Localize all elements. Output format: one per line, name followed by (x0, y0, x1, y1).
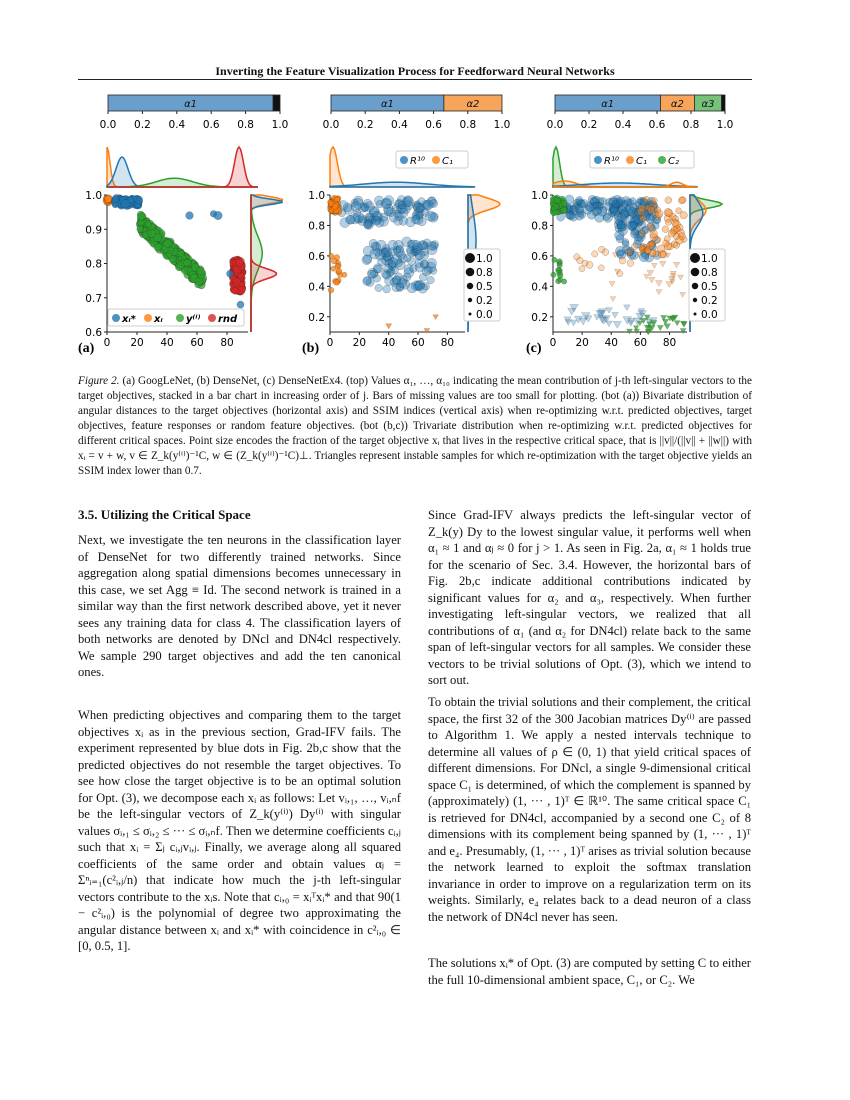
legend-marker (432, 156, 440, 164)
legend-label: C₁ (636, 156, 647, 167)
scatter-point (375, 251, 385, 261)
scatter-point (622, 241, 629, 248)
x-tick-label: 60 (190, 337, 204, 349)
scatter-point (655, 210, 663, 218)
legend (108, 309, 244, 326)
scatter-point (619, 257, 626, 264)
scatter-point (551, 272, 556, 277)
bar-tick-label: 1.0 (716, 119, 734, 131)
legend-marker (594, 156, 602, 164)
scatter-point (578, 201, 585, 208)
scatter-triangle (610, 297, 616, 302)
scatter-point (427, 241, 436, 250)
scatter-triangle (570, 320, 577, 326)
size-legend-label: 0.0 (701, 309, 718, 321)
scatter-point (396, 283, 404, 291)
scatter-point (554, 203, 560, 209)
scatter-point (169, 255, 176, 262)
scatter-point (383, 285, 391, 293)
scatter-point (331, 266, 336, 271)
bar-tick-label: 0.2 (134, 119, 151, 131)
y-tick-label: 0.6 (308, 250, 325, 263)
alpha-bar-label: α1 (184, 99, 198, 110)
scatter-point (232, 287, 239, 294)
figure-caption (78, 374, 752, 479)
scatter-point (658, 251, 665, 258)
alpha-bar-segment (273, 95, 280, 111)
y-tick-label: 0.8 (308, 220, 325, 233)
scatter-point (164, 239, 172, 247)
size-legend-marker (465, 253, 475, 263)
scatter-triangle (673, 262, 679, 267)
scatter-point (552, 257, 557, 262)
scatter-point (214, 211, 222, 219)
scatter-point (561, 207, 568, 214)
panel-label: (a) (78, 341, 95, 356)
scatter-triangle (424, 328, 430, 333)
scatter-triangle (664, 324, 671, 330)
scatter-point (336, 268, 342, 274)
right-paragraph-3: The solutions xᵢ* of Opt. (3) are computed by setting C to either the full 10-dimensional ambient space, C₁, or C₂. We (428, 956, 751, 987)
scatter-triangle (680, 328, 686, 333)
scatter-point (393, 276, 401, 284)
scatter-point (237, 301, 244, 308)
marginal-kde-y (251, 195, 276, 332)
scatter-point (363, 277, 371, 285)
scatter-triangle (678, 275, 684, 280)
bar-tick-label: 0.2 (580, 119, 598, 131)
scatter-point (388, 258, 398, 268)
scatter-point (617, 221, 625, 229)
scatter-triangle (651, 263, 657, 268)
caption-text: (a) GoogLeNet, (b) DenseNet, (c) DenseNetEx4. (top) Values α₁, …, α₁₀ indicating the mean contribution of j-th left-singular vectors to the target objectives, stacked in a bar chart in increasing order of j. Bars of missing values are too small for plotting. (bot (a)) Bivariate distribution of angular distances to the target objectives (horizontal axis) and SSIM indices (vertical axis) when re-optimizing w.r.t. predicted objectives, target objectives, feature responses or random feature objectives. (bot (b,c)) Trivariate distribution when re-optimizing w.r.t. predicted objectives for different critical spaces. Point size encodes the fraction of the target objective xᵢ that lives in the respective critical space, that is ||v||/(||v|| + ||w||) with xᵢ = v + w, v ∈ Z_k(y⁽ⁱ⁾)⁻¹C, w ∈ (Z_k(y⁽ⁱ⁾)⁻¹C)⊥. Triangles represent instable samples for which re-optimization with the target objective yields an SSIM index lower than 0.7. (78, 375, 752, 477)
x-tick-label: 60 (411, 337, 425, 349)
scatter-point (147, 229, 156, 238)
x-tick-label: 0 (103, 337, 111, 349)
bar-tick-label: 0.4 (168, 119, 186, 131)
scatter-point (651, 198, 657, 204)
section-heading: 3.5. Utilizing the Critical Space (78, 507, 251, 522)
alpha-bar-label: α2 (670, 99, 684, 110)
alpha-bar-label: α1 (380, 99, 394, 110)
x-tick-label: 40 (604, 337, 618, 349)
size-legend-label: 1.0 (701, 253, 718, 265)
y-tick-label: 0.4 (308, 281, 325, 294)
scatter-triangle (606, 308, 613, 314)
bar-tick-label: 0.0 (546, 119, 564, 131)
scatter-triangle (609, 282, 615, 287)
y-tick-label: 1.0 (85, 190, 102, 202)
right-paragraph-2: To obtain the trivial solutions and their complement, the critical space, the first 32 of the 300 Jacobian matrices Dy⁽ⁱ⁾ are passed to Algorithm 1. We apply a nested intervals technique to determine all values of ρ ∈ (0, 1) that yield critical spaces of different dimensions. For DNcl, a single 9-dimensional critical space C₁ is determined, of which the complement is spanned by (approximately) (1, ··· , 1)ᵀ ∈ ℝ¹⁰. The same critical space C₁ is retrieved for DN4cl, accompanied by a second one C₂ of 8 dimensions with its complement being spanned by (1, ··· , 1)ᵀ and e₄. Presumably, (1, ··· , 1)ᵀ arises as trivial solution because the network learned to exploit the softmax translation invariance in order to improve on a regularization term on its weights. Similarly, e₄ relates back to a dead neuron of a class the network of DN4cl never has seen. (428, 695, 751, 924)
scatter-point (328, 253, 334, 259)
legend-marker (208, 314, 216, 322)
size-legend-label: 0.2 (701, 295, 718, 307)
size-legend-label: 0.8 (701, 267, 718, 279)
legend-marker (144, 314, 152, 322)
scatter-triangle (613, 321, 621, 328)
x-tick-label: 40 (382, 337, 396, 349)
scatter-point (668, 230, 675, 237)
legend-marker (176, 314, 184, 322)
size-legend-marker (468, 298, 472, 302)
left-paragraph-2: When predicting objectives and comparing them to the target objectives xᵢ as in the previous section, Grad-IFV fails. The experiment represented by blue dots in Fig. 2b,c show that the predicted objectives do not resemble the target objectives. To see how close the target objective is to be an optimal solution for Opt. (3), we decompose each xᵢ as follows: Let vᵢ,₁, …, vᵢ,ₙf be the left-singular vectors of Z_k(y⁽ⁱ⁾) Dy⁽ⁱ⁾ with singular values σᵢ,₁ ≤ σᵢ,₂ ≤ ··· ≤ σᵢ,ₙf. Then we determine coefficients cᵢ,ⱼ such that xᵢ = Σⱼ cᵢ,ⱼvᵢ,ⱼ. Finally, we average along all squared coefficients of the same order and obtain values αⱼ = Σⁿᵢ₌₁(c²ᵢ,ⱼ/n) that indicate how much the j-th left-singular vectors contribute to the xᵢs. Note that cᵢ,₀ = xᵢᵀxᵢ* and that 90(1 − c²ᵢ,₀) is the polynomial of degree two approximating the angular distance between xᵢ and xᵢ* with coincidence in c²ᵢ,₀ ∈ [0, 0.5, 1]. (78, 708, 401, 953)
scatter-triangle (568, 308, 576, 315)
scatter-point (554, 197, 560, 203)
size-legend-marker (469, 313, 472, 316)
scatter-point (121, 200, 130, 209)
scatter-point (612, 200, 620, 208)
size-legend-marker (694, 313, 697, 316)
legend-marker (400, 156, 408, 164)
y-tick-label: 0.6 (85, 327, 102, 339)
x-tick-label: 40 (160, 337, 174, 349)
legend-marker (112, 314, 120, 322)
size-legend-marker (690, 253, 700, 263)
scatter-point (397, 251, 406, 260)
size-legend-label: 0.8 (476, 267, 493, 279)
scatter-point (627, 260, 634, 267)
scatter-point (586, 203, 594, 211)
y-tick-label: 0.4 (531, 281, 548, 294)
scatter-point (410, 265, 417, 272)
x-tick-label: 20 (575, 337, 589, 349)
y-tick-label: 0.8 (531, 220, 548, 233)
scatter-triangle (634, 329, 640, 334)
y-tick-label: 0.7 (85, 292, 102, 305)
scatter-point (648, 206, 655, 213)
scatter-point (673, 220, 681, 228)
size-legend-marker (467, 283, 474, 290)
scatter-triangle (674, 321, 680, 326)
scatter-triangle (680, 292, 686, 297)
scatter-point (363, 255, 372, 264)
scatter-point (373, 275, 380, 282)
scatter-point (145, 221, 152, 228)
scatter-point (558, 277, 563, 282)
scatter-point (647, 242, 655, 250)
legend-label: y⁽ⁱ⁾ (186, 314, 201, 325)
scatter-point (569, 213, 577, 221)
marginal-kde-x (330, 182, 475, 187)
scatter-point (422, 267, 431, 276)
legend (590, 151, 694, 168)
scatter-point (328, 287, 334, 293)
x-tick-label: 80 (220, 337, 234, 349)
scatter-triangle (644, 275, 649, 280)
scatter-point (593, 207, 601, 215)
scatter-point (415, 250, 425, 260)
scatter-point (579, 266, 585, 272)
bar-tick-label: 0.0 (99, 119, 117, 131)
scatter-point (353, 198, 363, 208)
bar-tick-label: 0.8 (237, 119, 254, 131)
scatter-point (643, 196, 649, 202)
scatter-point (374, 265, 381, 272)
legend-label: R¹⁰ (410, 156, 425, 167)
scatter-point (375, 284, 383, 292)
bar-tick-label: 0.6 (648, 119, 666, 131)
bar-tick-label: 0.4 (391, 119, 408, 131)
x-tick-label: 0 (549, 337, 557, 349)
scatter-point (679, 233, 686, 240)
bar-tick-label: 0.6 (425, 119, 442, 131)
legend-label: C₂ (668, 156, 679, 167)
right-paragraph-1: Since Grad-IFV always predicts the left-singular vector of Z_k(y) Dy to the lowest singular value, it performs well when α₁ ≈ 1 and αⱼ ≈ 0 for j > 1. As seen in Fig. 2a, α₁ ≈ 1 holds true for the scenario of Sec. 3.4. However, the horizontal bars of Fig. 2b,c indicate additional contributions indicated by significant values for α₂ and α₃, respectively. When further investigating left-singular vectors, we realized that all contributions of α₁ (and α₂ for DN4cl) relate back to the same span of left-singular vectors for all samples. We consider these vectors to be trivial solutions of Opt. (3), which we intend to sort out. (428, 508, 751, 687)
scatter-point (592, 251, 598, 257)
scatter-point (639, 244, 645, 250)
running-header: Inverting the Feature Visualization Process for Feedforward Neural Networks (215, 64, 615, 78)
scatter-point (112, 196, 119, 203)
scatter-point (402, 237, 412, 247)
scatter-point (353, 212, 363, 222)
scatter-point (399, 217, 408, 226)
scatter-point (577, 257, 584, 264)
legend-label: xᵢ (154, 314, 163, 325)
y-tick-label: 0.2 (531, 311, 548, 324)
figure-2 (0, 0, 850, 372)
legend (396, 151, 468, 168)
scatter-point (665, 219, 671, 225)
size-legend-marker (692, 283, 699, 290)
scatter-point (665, 197, 672, 204)
bar-tick-label: 1.0 (271, 119, 289, 131)
scatter-point (177, 250, 184, 257)
alpha-bar-label: α3 (701, 99, 715, 110)
scatter-point (637, 208, 645, 216)
legend-label: C₁ (442, 156, 453, 167)
y-tick-label: 0.9 (85, 224, 102, 237)
bar-tick-label: 0.6 (202, 119, 220, 131)
y-tick-label: 0.6 (531, 250, 548, 263)
bar-tick-label: 1.0 (493, 119, 511, 131)
size-legend-label: 0.5 (701, 281, 718, 293)
scatter-point (383, 271, 391, 279)
scatter-point (235, 258, 243, 266)
legend-label: xᵢ* (122, 314, 136, 325)
y-tick-label: 0.8 (85, 258, 102, 271)
scatter-point (332, 204, 338, 210)
legend-label: rnd (218, 314, 238, 325)
x-tick-label: 20 (352, 337, 367, 349)
scatter-triangle (433, 315, 439, 320)
scatter-point (196, 267, 204, 275)
scatter-point (557, 262, 562, 267)
scatter-point (676, 208, 682, 214)
bar-tick-label: 0.0 (322, 119, 340, 131)
scatter-triangle (386, 324, 392, 329)
scatter-point (137, 226, 144, 233)
size-legend-marker (691, 268, 700, 277)
legend-marker (626, 156, 634, 164)
scatter-point (427, 276, 435, 284)
scatter-triangle (612, 312, 619, 318)
panel-label: (c) (526, 341, 542, 356)
scatter-triangle (656, 290, 662, 295)
scatter-point (184, 259, 191, 266)
scatter-point (631, 243, 638, 250)
scatter-point (666, 209, 673, 216)
size-legend-label: 0.5 (476, 281, 493, 293)
scatter-point (599, 246, 606, 253)
scatter-point (415, 281, 425, 291)
alpha-bar-segment (722, 95, 725, 111)
panel-label: (b) (302, 341, 320, 356)
left-paragraph-1: Next, we investigate the ten neurons in the classification layer of DenseNet for two differently trained networks. Since aggregation along spatial dimensions becomes unnecessary in this case, we set Agg ≡ Id. The second network is trained in a similar way than the first network described above, yet it never sees any training data for class 4. The classification layers of both networks are denoted by DNcl and DN4cl respectively. We sample 290 target objectives and add the ten canonical ones. (78, 533, 401, 679)
scatter-point (411, 215, 420, 224)
scatter-point (647, 223, 655, 231)
scatter-point (639, 230, 645, 236)
alpha-bar-label: α2 (466, 99, 480, 110)
x-tick-label: 60 (633, 337, 648, 349)
scatter-point (403, 197, 413, 207)
bar-tick-label: 0.4 (614, 119, 632, 131)
scatter-point (406, 246, 414, 254)
scatter-point (678, 197, 685, 204)
scatter-point (662, 226, 669, 233)
scatter-point (195, 277, 203, 285)
x-tick-label: 20 (130, 337, 144, 349)
bar-tick-label: 0.8 (682, 119, 700, 131)
y-tick-label: 1.0 (308, 190, 325, 202)
caption-label: Figure 2. (78, 375, 120, 387)
scatter-triangle (627, 329, 633, 334)
size-legend-label: 0.0 (476, 309, 493, 321)
scatter-point (615, 231, 624, 240)
scatter-point (389, 213, 398, 222)
y-tick-label: 0.2 (308, 311, 325, 324)
scatter-point (186, 212, 194, 220)
scatter-triangle (655, 281, 662, 287)
scatter-point (427, 258, 437, 268)
bar-tick-label: 0.8 (459, 119, 477, 131)
x-tick-label: 80 (440, 337, 455, 349)
legend-label: R¹⁰ (604, 156, 619, 167)
size-legend-marker (693, 298, 697, 302)
scatter-point (333, 279, 339, 285)
bar-tick-label: 0.2 (356, 119, 374, 131)
scatter-point (650, 234, 658, 242)
scatter-triangle (657, 325, 663, 330)
scatter-point (384, 204, 394, 214)
scatter-point (371, 242, 379, 250)
scatter-point (137, 213, 145, 221)
scatter-triangle (659, 261, 666, 267)
scatter-point (226, 270, 233, 277)
legend-marker (658, 156, 666, 164)
x-tick-label: 80 (662, 337, 677, 349)
alpha-bar-label: α1 (601, 99, 615, 110)
scatter-point (664, 243, 671, 250)
size-legend-label: 1.0 (476, 253, 493, 265)
scatter-point (561, 200, 567, 206)
scatter-triangle (649, 277, 655, 283)
scatter-triangle (624, 305, 631, 311)
size-legend-label: 0.2 (476, 295, 493, 307)
scatter-point (414, 203, 424, 213)
x-tick-label: 0 (326, 337, 334, 349)
scatter-point (331, 258, 337, 264)
scatter-point (388, 240, 398, 250)
scatter-point (598, 265, 604, 271)
scatter-point (233, 278, 240, 285)
scatter-point (380, 213, 388, 221)
size-legend-marker (466, 268, 475, 277)
y-tick-label: 1.0 (531, 190, 548, 202)
